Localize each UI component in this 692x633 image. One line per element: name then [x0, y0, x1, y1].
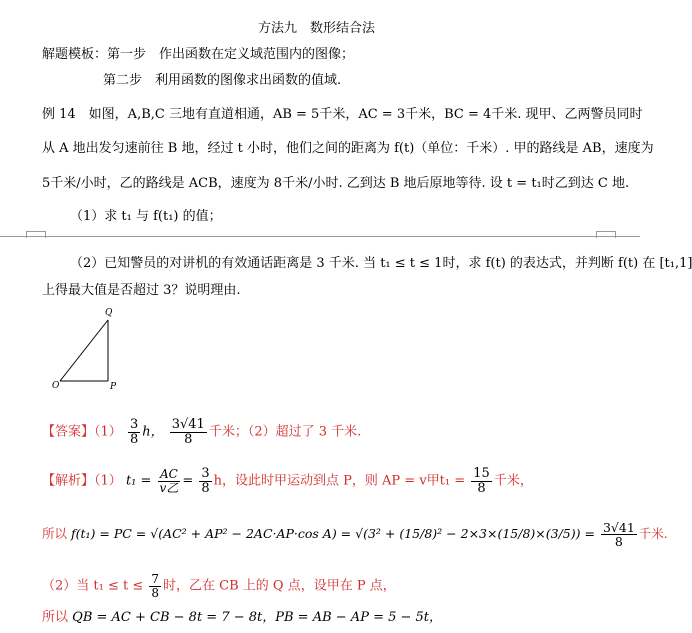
template-label: 解题模板：: [42, 47, 108, 62]
answer-frac2-den: 8: [184, 431, 193, 447]
analysis-ap-den: 8: [477, 480, 486, 496]
part2-frac-den: 8: [151, 585, 160, 600]
question-2-line-1: （2）已知警员的对讲机的有效通话距离是 3 千米. 当 t₁ ≤ t ≤ 1时，求 f(t) 的表达式，并判断 f(t) 在 [t₁,1]: [70, 256, 692, 271]
analysis-line: [42, 467, 533, 495]
analysis-ap-num: 15: [473, 466, 490, 481]
analysis-unit: 千米，: [493, 473, 533, 489]
part2-text-a: （2）当 t₁ ≤ t ≤: [42, 578, 144, 594]
answer-unit-h: h，: [142, 424, 164, 440]
answer-part1: （1）: [94, 424, 122, 440]
so1-result-den: 8: [614, 534, 623, 550]
so1-unit: 千米.: [638, 526, 668, 542]
question-2-line-2: 上得最大值是否超过 3？说明理由.: [42, 283, 241, 298]
template-step2: 第二步 利用函数的图像求出函数的值域.: [103, 73, 342, 88]
example-line-3: 5千米/小时，乙的路线是 ACB，速度为 8千米/小时. 乙到达 B 地后原地等待. 设 t = t₁时乙到达 C 地.: [42, 176, 630, 191]
analysis-ac: AC: [158, 468, 181, 482]
analysis-h-num: 3: [201, 466, 210, 481]
so1-result-num: 3√41: [602, 520, 635, 535]
answer-frac2-num: 3√41: [171, 417, 205, 432]
template-step1: [42, 43, 354, 62]
analysis-h-den: 8: [201, 480, 210, 496]
so-line-1: [42, 521, 668, 548]
so2-prefix: 所以: [42, 610, 69, 625]
analysis-vz: v乙: [159, 480, 179, 495]
part2-frac-num: 7: [151, 572, 160, 586]
page-break-line: [0, 236, 640, 237]
analysis-t1: t₁ =: [125, 473, 152, 489]
analysis-tag: 【解析】: [42, 473, 95, 489]
figure-label-o: O: [52, 381, 60, 391]
so2-expr: QB = AC + CB − 8t = 7 − 8t，PB = AB − AP = 5 − 5t，: [72, 610, 443, 625]
part2-text-b: 时，乙在 CB 上的 Q 点，设甲在 P 点，: [163, 578, 396, 594]
example-line-2: 从 A 地出发匀速前往 B 地，经过 t 小时，他们之间的距离为 f(t)（单位：千米）. 甲的路线是 AB，速度为: [42, 141, 654, 156]
answer-text2: 千米；（2）超过了 3 千米.: [208, 424, 362, 440]
example-line-1: 例 14 如图，A,B,C 三地有直道相通，AB = 5千米，AC = 3千米，BC = 4千米. 现甲、乙两警员同时: [42, 107, 643, 122]
answer-line: [42, 418, 361, 446]
analysis-rest: h，设此时甲运动到点 P，则 AP = v甲t₁ =: [213, 473, 466, 489]
question-1: （1）求 t₁ 与 f(t₁) 的值；: [70, 209, 222, 224]
answer-frac1-num: 3: [129, 417, 139, 432]
part2-line: [42, 573, 396, 599]
page-title: 方法九 数形结合法: [258, 21, 376, 36]
figure-label-p: P: [110, 382, 117, 392]
triangle-figure: [50, 303, 130, 395]
analysis-eq: =: [182, 473, 194, 489]
so1-prefix: 所以: [42, 526, 68, 542]
analysis-part1: （1）: [94, 473, 122, 489]
figure-label-q: Q: [105, 308, 113, 318]
template-step1-text: 第一步 作出函数在定义域范围内的图像；: [107, 47, 355, 62]
page-corner-mark-right: [596, 231, 616, 238]
answer-tag: 【答案】: [42, 424, 95, 440]
page-corner-mark-left: [26, 231, 46, 238]
answer-frac1-den: 8: [129, 431, 139, 447]
so1-expr: f(t₁) = PC = √(AC² + AP² − 2AC·AP·cos A) = √(3² + (15/8)² − 2×3×(15/8)×(3/5)) =: [71, 526, 595, 542]
so-line-2: [42, 606, 442, 625]
